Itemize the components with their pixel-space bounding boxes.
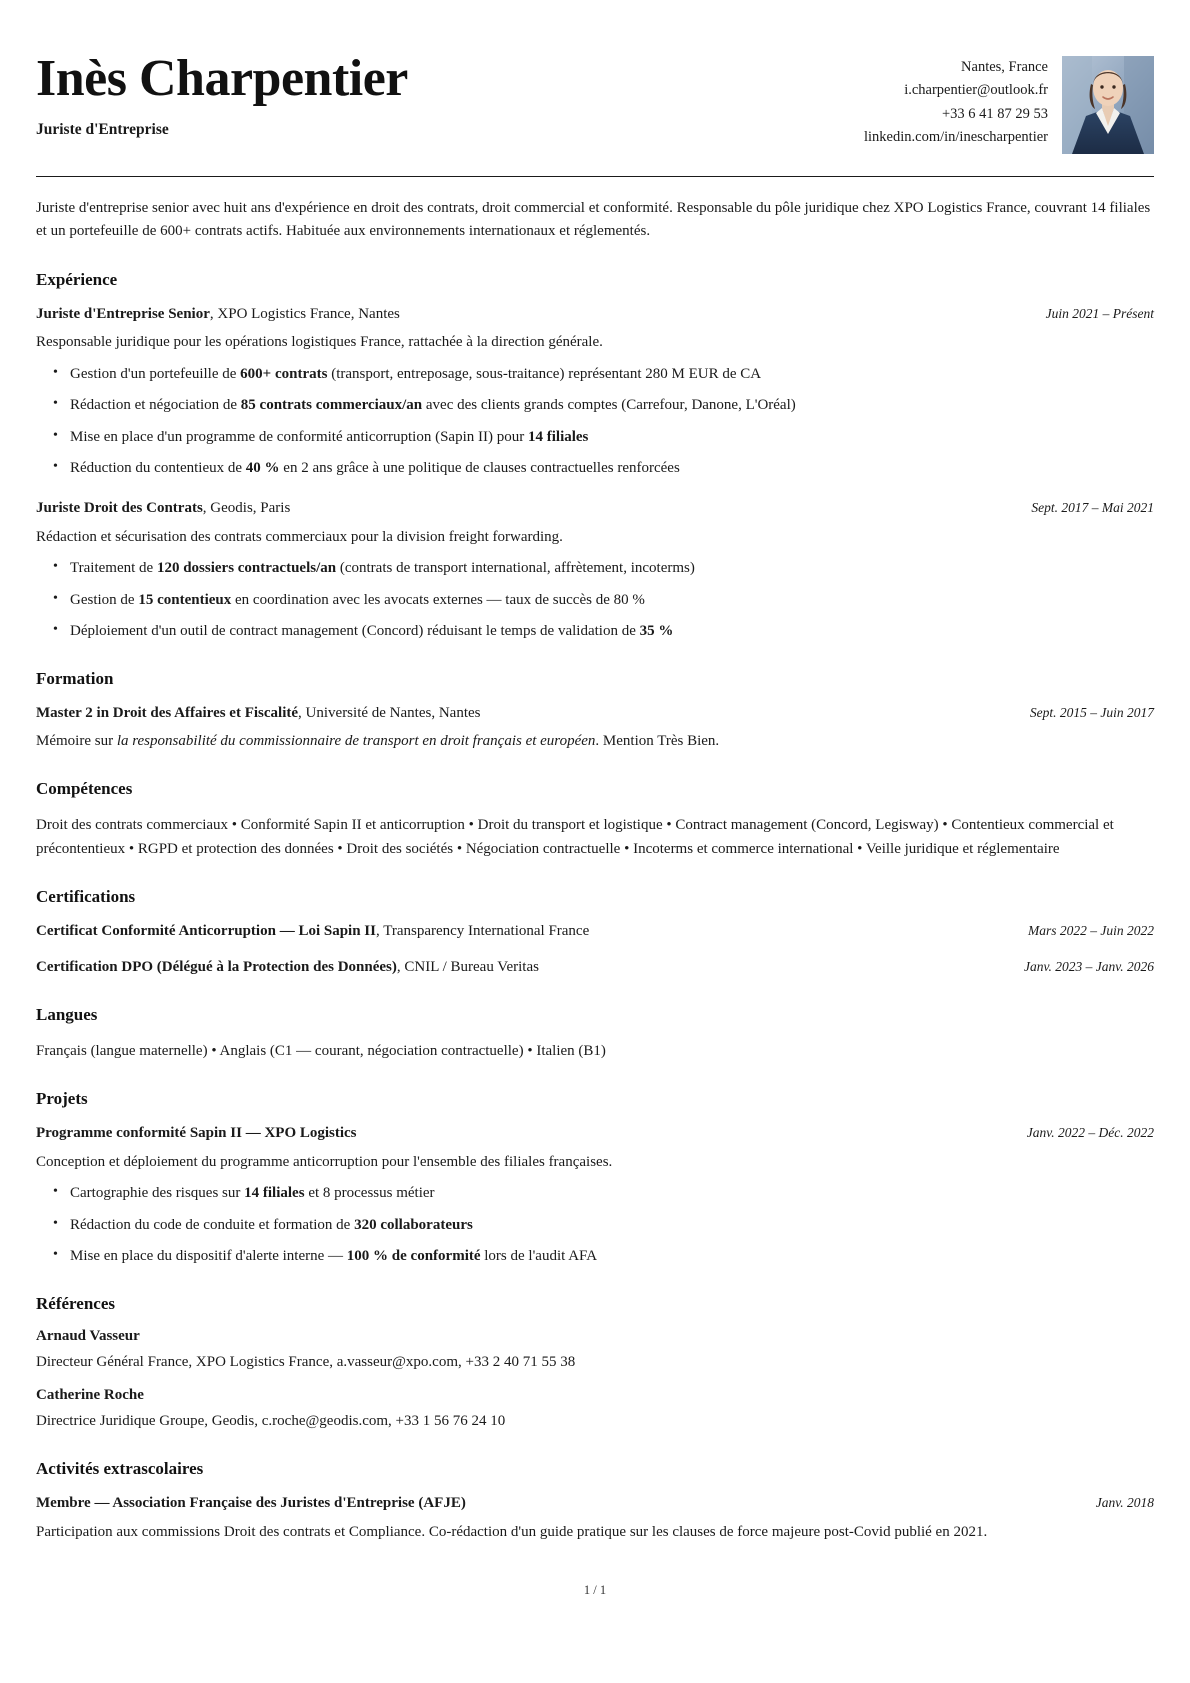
formation-school: , Université de Nantes, Nantes — [298, 704, 481, 721]
reference-name: Arnaud Vasseur — [36, 1327, 140, 1344]
certification-title — [36, 957, 539, 979]
section-title-formation: Formation — [36, 668, 114, 688]
competences-list: Droit des contrats commerciaux • Conformité Sapin II et anticorruption • Droit du transport et logistique • Contract management (Concord, Legisway) • Contentieux commercial et précontentieux • RGPD et protection des données • Droit des sociétés • Négociation contractuelle • Incoterms et commerce international • Veille juridique et réglementaire — [36, 816, 1114, 858]
certification-entry — [36, 921, 1154, 943]
projet-summary: Conception et déploiement du programme anticorruption pour l'ensemble des filiales françaises. — [36, 1153, 613, 1170]
profile-photo — [1062, 56, 1154, 154]
section-experience — [36, 270, 1154, 643]
header-identity — [36, 46, 864, 139]
experience-date: Sept. 2017 – Mai 2021 — [1031, 499, 1154, 515]
certification-issuer: , CNIL / Bureau Veritas — [396, 959, 539, 976]
experience-role: Juriste d'Entreprise Senior — [36, 305, 210, 322]
reference-detail: Directrice Juridique Groupe, Geodis, c.roche@geodis.com, +33 1 56 76 24 10 — [36, 1413, 506, 1430]
list-item: • Traitement de 120 dossiers contractuels/an (contrats de transport international, affrètement, incoterms) — [70, 557, 1154, 580]
section-title-activites: Activités extrascolaires — [36, 1458, 204, 1478]
job-headline: Juriste d'Entreprise — [36, 120, 169, 138]
list-item: • Réduction du contentieux de 40 % en 2 ans grâce à une politique de clauses contractuelles renforcées — [70, 457, 1154, 480]
entry-header — [36, 498, 1154, 520]
activite-date: Janv. 2018 — [1095, 1494, 1154, 1510]
section-title-langues: Langues — [36, 1004, 98, 1024]
experience-summary: Rédaction et sécurisation des contrats commerciaux pour la division freight forwarding. — [36, 528, 563, 545]
list-item: • Gestion d'un portefeuille de 600+ contrats (transport, entreposage, sous-traitance) représentant 280 M EUR de CA — [70, 363, 1154, 386]
list-item: • Rédaction et négociation de 85 contrats commerciaux/an avec des clients grands comptes (Carrefour, Danone, L'Oréal) — [70, 394, 1154, 417]
entry-header — [36, 304, 1154, 326]
experience-company: , XPO Logistics France, Nantes — [209, 305, 400, 322]
page-footer: 1 / 1 — [583, 1583, 607, 1598]
entry-header — [36, 1123, 1154, 1145]
projet-name: Programme conformité Sapin II — XPO Logistics — [36, 1125, 357, 1142]
header-contact-area — [864, 46, 1154, 154]
experience-entry — [36, 498, 1154, 643]
list-item: • Déploiement d'un outil de contract management (Concord) réduisant le temps de validation de 35 % — [70, 620, 1154, 643]
experience-role: Juriste Droit des Contrats — [36, 499, 203, 516]
experience-summary: Responsable juridique pour les opérations logistiques France, rattachée à la direction générale. — [36, 334, 603, 351]
list-item: • Mise en place du dispositif d'alerte interne — 100 % de conformité lors de l'audit AFA — [70, 1245, 1154, 1268]
certification-name: Certificat Conformité Anticorruption — Loi Sapin II — [36, 923, 376, 940]
section-certifications — [36, 887, 1154, 979]
reference-name: Catherine Roche — [36, 1387, 144, 1404]
section-projets — [36, 1089, 1154, 1268]
formation-entry — [36, 703, 1154, 753]
activite-entry — [36, 1493, 1154, 1543]
experience-date: Juin 2021 – Présent — [1045, 305, 1154, 321]
activite-name: Membre — Association Française des Juristes d'Entreprise (AFJE) — [36, 1494, 466, 1511]
experience-bullets — [36, 557, 1154, 643]
page-title: Inès Charpentier — [36, 50, 408, 107]
projet-title — [36, 1123, 357, 1145]
contact-linkedin[interactable]: linkedin.com/in/inescharpentier — [863, 129, 1048, 146]
projet-entry — [36, 1123, 1154, 1268]
contact-phone[interactable]: +33 6 41 87 29 53 — [941, 105, 1048, 122]
section-activites — [36, 1459, 1154, 1543]
list-item: • Cartographie des risques sur 14 filiales et 8 processus métier — [70, 1182, 1154, 1205]
certification-date: Mars 2022 – Juin 2022 — [1028, 923, 1154, 939]
profile-summary: Juriste d'entreprise senior avec huit ans d'expérience en droit des contrats, droit commercial et conformité. Responsable du pôle juridique chez XPO Logistics France, couvrant 14 filiales et un portefeuille de 600+ contrats actifs. Habituée aux environnements internationaux et réglementés. — [36, 200, 1151, 240]
experience-title — [36, 304, 400, 326]
experience-company: , Geodis, Paris — [202, 499, 291, 516]
section-title-certifications: Certifications — [36, 887, 136, 907]
entry-header — [36, 703, 1154, 725]
entry-header — [36, 957, 1154, 979]
section-langues — [36, 1005, 1154, 1063]
section-competences — [36, 779, 1154, 862]
certification-title — [36, 921, 589, 943]
langues-list: Français (langue maternelle) • Anglais (C1 — courant, négociation contractuelle) • Italien (B1) — [36, 1042, 606, 1059]
list-item: • Gestion de 15 contentieux en coordination avec les avocats externes — taux de succès de 80 % — [70, 589, 1154, 612]
section-references — [36, 1294, 1154, 1433]
entry-header — [36, 1493, 1154, 1515]
reference-detail: Directeur Général France, XPO Logistics France, a.vasseur@xpo.com, +33 2 40 71 55 38 — [36, 1353, 576, 1370]
formation-degree: Master 2 in Droit des Affaires et Fiscalité — [36, 704, 299, 721]
experience-bullets — [36, 363, 1154, 480]
section-title-references: Références — [36, 1293, 115, 1313]
formation-detail: Mémoire sur la responsabilité du commissionnaire de transport en droit français et européen. Mention Très Bien. — [36, 733, 720, 750]
experience-entry — [36, 304, 1154, 480]
contact-email[interactable]: i.charpentier@outlook.fr — [904, 82, 1048, 99]
projet-date: Janv. 2022 – Déc. 2022 — [1026, 1125, 1154, 1141]
contact-block — [864, 56, 1048, 150]
experience-title — [36, 498, 290, 520]
list-item: • Mise en place d'un programme de conformité anticorruption (Sapin II) pour 14 filiales — [70, 426, 1154, 449]
resume-header — [36, 30, 1154, 154]
section-title-experience: Expérience — [36, 269, 118, 289]
certification-name: Certification DPO (Délégué à la Protection des Données) — [36, 959, 397, 976]
reference-entry — [36, 1387, 1154, 1433]
projet-bullets — [36, 1182, 1154, 1268]
formation-date: Sept. 2015 – Juin 2017 — [1029, 704, 1154, 720]
header-divider — [36, 176, 1154, 177]
activite-detail: Participation aux commissions Droit des contrats et Compliance. Co-rédaction d'un guide pratique sur les clauses de force majeure post-Covid publié en 2021. — [36, 1523, 988, 1540]
activite-title — [36, 1493, 466, 1515]
certification-date: Janv. 2023 – Janv. 2026 — [1024, 959, 1154, 975]
list-item: • Rédaction du code de conduite et formation de 320 collaborateurs — [70, 1214, 1154, 1237]
section-formation — [36, 669, 1154, 753]
certification-entry — [36, 957, 1154, 979]
reference-entry — [36, 1328, 1154, 1374]
entry-header — [36, 921, 1154, 943]
contact-location: Nantes, France — [961, 59, 1048, 75]
section-title-projets: Projets — [36, 1089, 88, 1109]
section-title-competences: Compétences — [36, 778, 133, 798]
certification-issuer: , Transparency International France — [375, 923, 590, 940]
formation-title — [36, 703, 480, 725]
